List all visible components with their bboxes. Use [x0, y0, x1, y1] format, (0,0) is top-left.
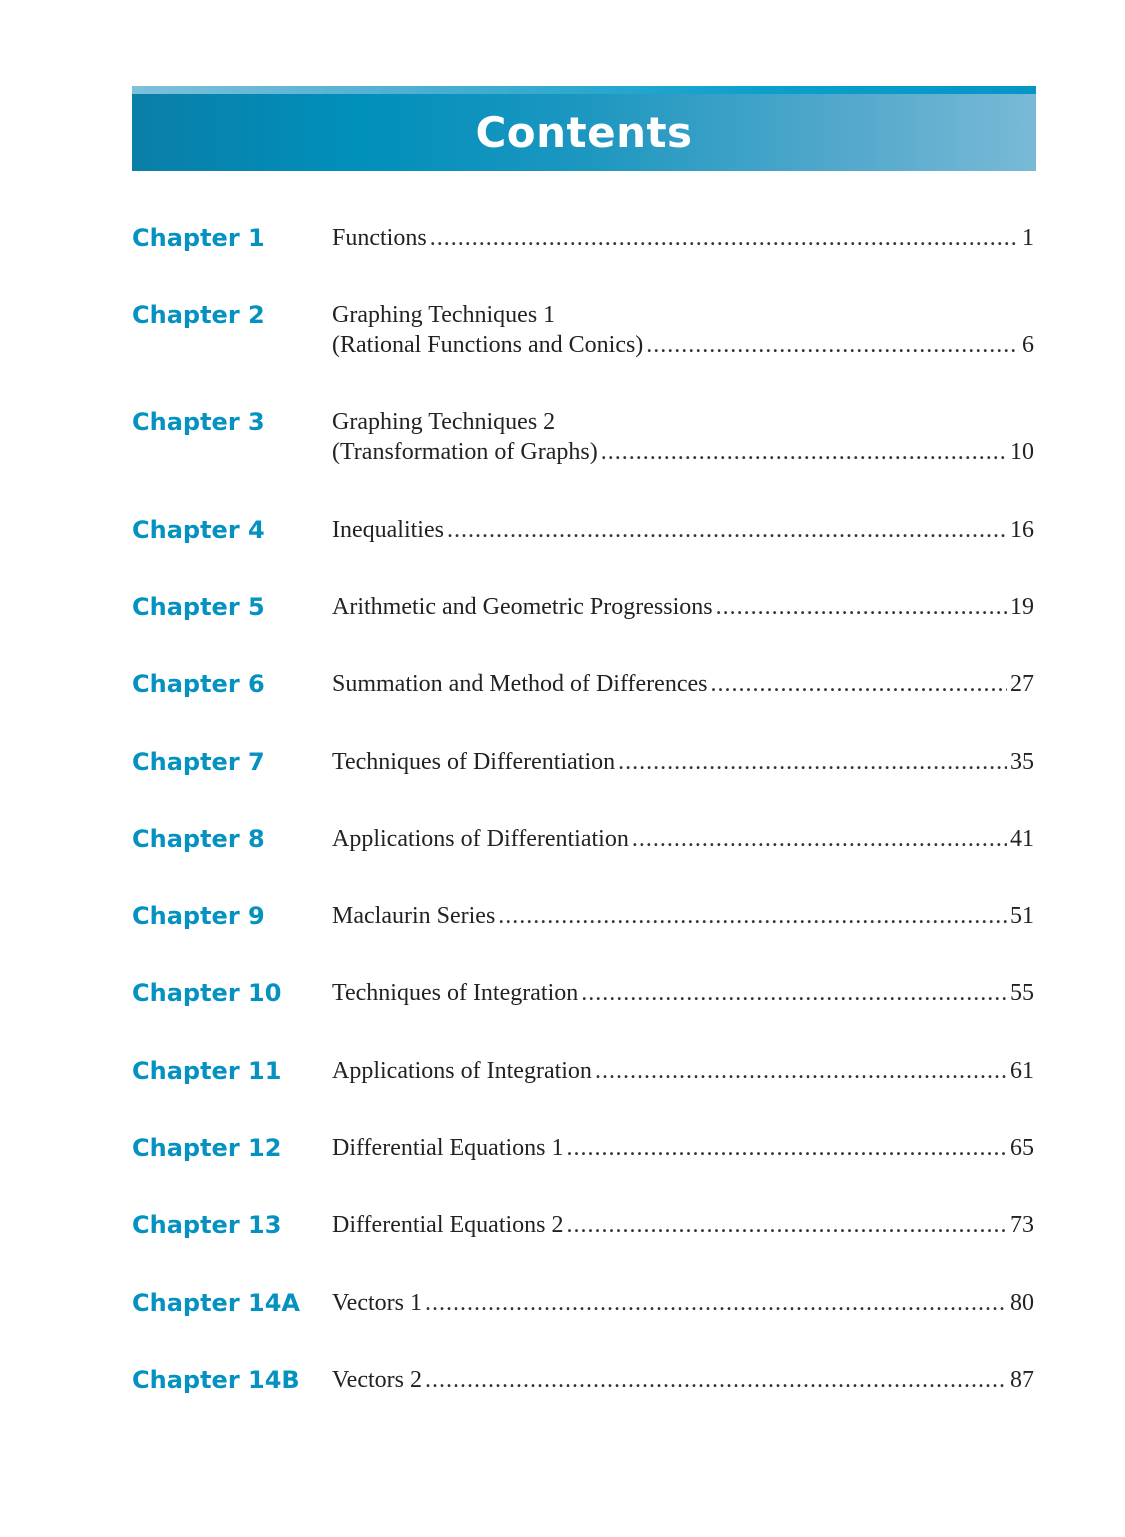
chapter-title: Applications of Differentiation — [332, 826, 629, 852]
chapter-title-block — [332, 223, 1034, 253]
chapter-title-block — [332, 669, 1034, 699]
chapter-label: Chapter 9 — [132, 902, 265, 930]
chapter-title: Maclaurin Series — [332, 903, 496, 929]
page-number: 80 — [1010, 1290, 1034, 1316]
chapter-title-block — [332, 1365, 1034, 1395]
chapter-label: Chapter 3 — [132, 408, 265, 436]
chapter-title-line-2 — [332, 437, 1034, 467]
chapter-subtitle: (Rational Functions and Conics) — [332, 332, 644, 358]
dot-leader — [498, 901, 1007, 931]
chapter-title: Vectors 1 — [332, 1290, 422, 1316]
banner-stripe — [132, 86, 1036, 94]
page-number: 35 — [1010, 749, 1034, 775]
dot-leader — [581, 978, 1007, 1008]
chapter-label: Chapter 12 — [132, 1134, 282, 1162]
chapter-label: Chapter 13 — [132, 1211, 282, 1239]
chapter-title-block — [332, 300, 1034, 360]
chapter-label: Chapter 5 — [132, 593, 265, 621]
chapter-title-block — [332, 1288, 1034, 1318]
chapter-title-line — [332, 978, 1034, 1008]
chapter-label: Chapter 7 — [132, 748, 265, 776]
chapter-title-line — [332, 223, 1034, 253]
chapter-subtitle: (Transformation of Graphs) — [332, 439, 598, 465]
chapter-title-line — [332, 1288, 1034, 1318]
chapter-title-block — [332, 901, 1034, 931]
chapter-title-line — [332, 901, 1034, 931]
chapter-title: Graphing Techniques 2 — [332, 409, 556, 435]
dot-leader — [430, 223, 1019, 253]
chapter-title-line-1 — [332, 407, 1034, 437]
page-number: 10 — [1010, 439, 1034, 465]
chapter-label: Chapter 11 — [132, 1057, 282, 1085]
page-number: 65 — [1010, 1135, 1034, 1161]
chapter-title: Differential Equations 2 — [332, 1212, 564, 1238]
chapter-label: Chapter 2 — [132, 301, 265, 329]
chapter-title: Techniques of Differentiation — [332, 749, 616, 775]
dot-leader — [710, 669, 1007, 699]
chapter-title: Graphing Techniques 1 — [332, 302, 556, 328]
dot-leader — [716, 592, 1007, 622]
dot-leader — [646, 330, 1019, 360]
chapter-title-line — [332, 1056, 1034, 1086]
chapter-title: Summation and Method of Differences — [332, 671, 708, 697]
chapter-title-line — [332, 1210, 1034, 1240]
chapter-title: Vectors 2 — [332, 1367, 422, 1393]
dot-leader — [632, 824, 1007, 854]
chapter-title-line — [332, 824, 1034, 854]
dot-leader — [618, 747, 1007, 777]
chapter-title-block — [332, 592, 1034, 622]
chapter-title-block — [332, 824, 1034, 854]
chapter-title-line — [332, 1133, 1034, 1163]
chapter-title: Inequalities — [332, 517, 444, 543]
page-number: 55 — [1010, 980, 1034, 1006]
chapter-label: Chapter 4 — [132, 516, 265, 544]
chapter-title: Applications of Integration — [332, 1058, 592, 1084]
page-number: 1 — [1022, 225, 1034, 251]
chapter-label: Chapter 10 — [132, 979, 282, 1007]
chapter-title-line — [332, 1365, 1034, 1395]
chapter-label: Chapter 1 — [132, 224, 265, 252]
page-number: 41 — [1010, 826, 1034, 852]
chapter-title: Arithmetic and Geometric Progressions — [332, 594, 713, 620]
dot-leader — [425, 1288, 1007, 1318]
chapter-title-line — [332, 669, 1034, 699]
dot-leader — [567, 1210, 1008, 1240]
contents-banner — [132, 86, 1036, 171]
page-number: 27 — [1010, 671, 1034, 697]
chapter-title-line — [332, 747, 1034, 777]
chapter-title-block — [332, 515, 1034, 545]
page-number: 61 — [1010, 1058, 1034, 1084]
chapter-title: Techniques of Integration — [332, 980, 579, 1006]
chapter-title-block — [332, 1133, 1034, 1163]
chapter-title-block — [332, 1210, 1034, 1240]
page-number: 16 — [1010, 517, 1034, 543]
page-title: Contents — [475, 108, 693, 157]
dot-leader — [567, 1133, 1008, 1163]
chapter-title-block — [332, 407, 1034, 467]
page-number: 19 — [1010, 594, 1034, 620]
page-number: 6 — [1022, 332, 1034, 358]
dot-leader — [601, 437, 1007, 467]
page-number: 73 — [1010, 1212, 1034, 1238]
page-number: 87 — [1010, 1367, 1034, 1393]
chapter-label: Chapter 6 — [132, 670, 265, 698]
chapter-title-block — [332, 978, 1034, 1008]
chapter-label: Chapter 8 — [132, 825, 265, 853]
chapter-title: Functions — [332, 225, 427, 251]
page-number: 51 — [1010, 903, 1034, 929]
dot-leader — [425, 1365, 1007, 1395]
dot-leader — [447, 515, 1007, 545]
chapter-title-line — [332, 515, 1034, 545]
chapter-title: Differential Equations 1 — [332, 1135, 564, 1161]
chapter-title-line — [332, 592, 1034, 622]
dot-leader — [595, 1056, 1007, 1086]
chapter-title-line-1 — [332, 300, 1034, 330]
chapter-label: Chapter 14A — [132, 1289, 300, 1317]
chapter-title-line-2 — [332, 330, 1034, 360]
chapter-title-block — [332, 1056, 1034, 1086]
chapter-label: Chapter 14B — [132, 1366, 300, 1394]
chapter-title-block — [332, 747, 1034, 777]
